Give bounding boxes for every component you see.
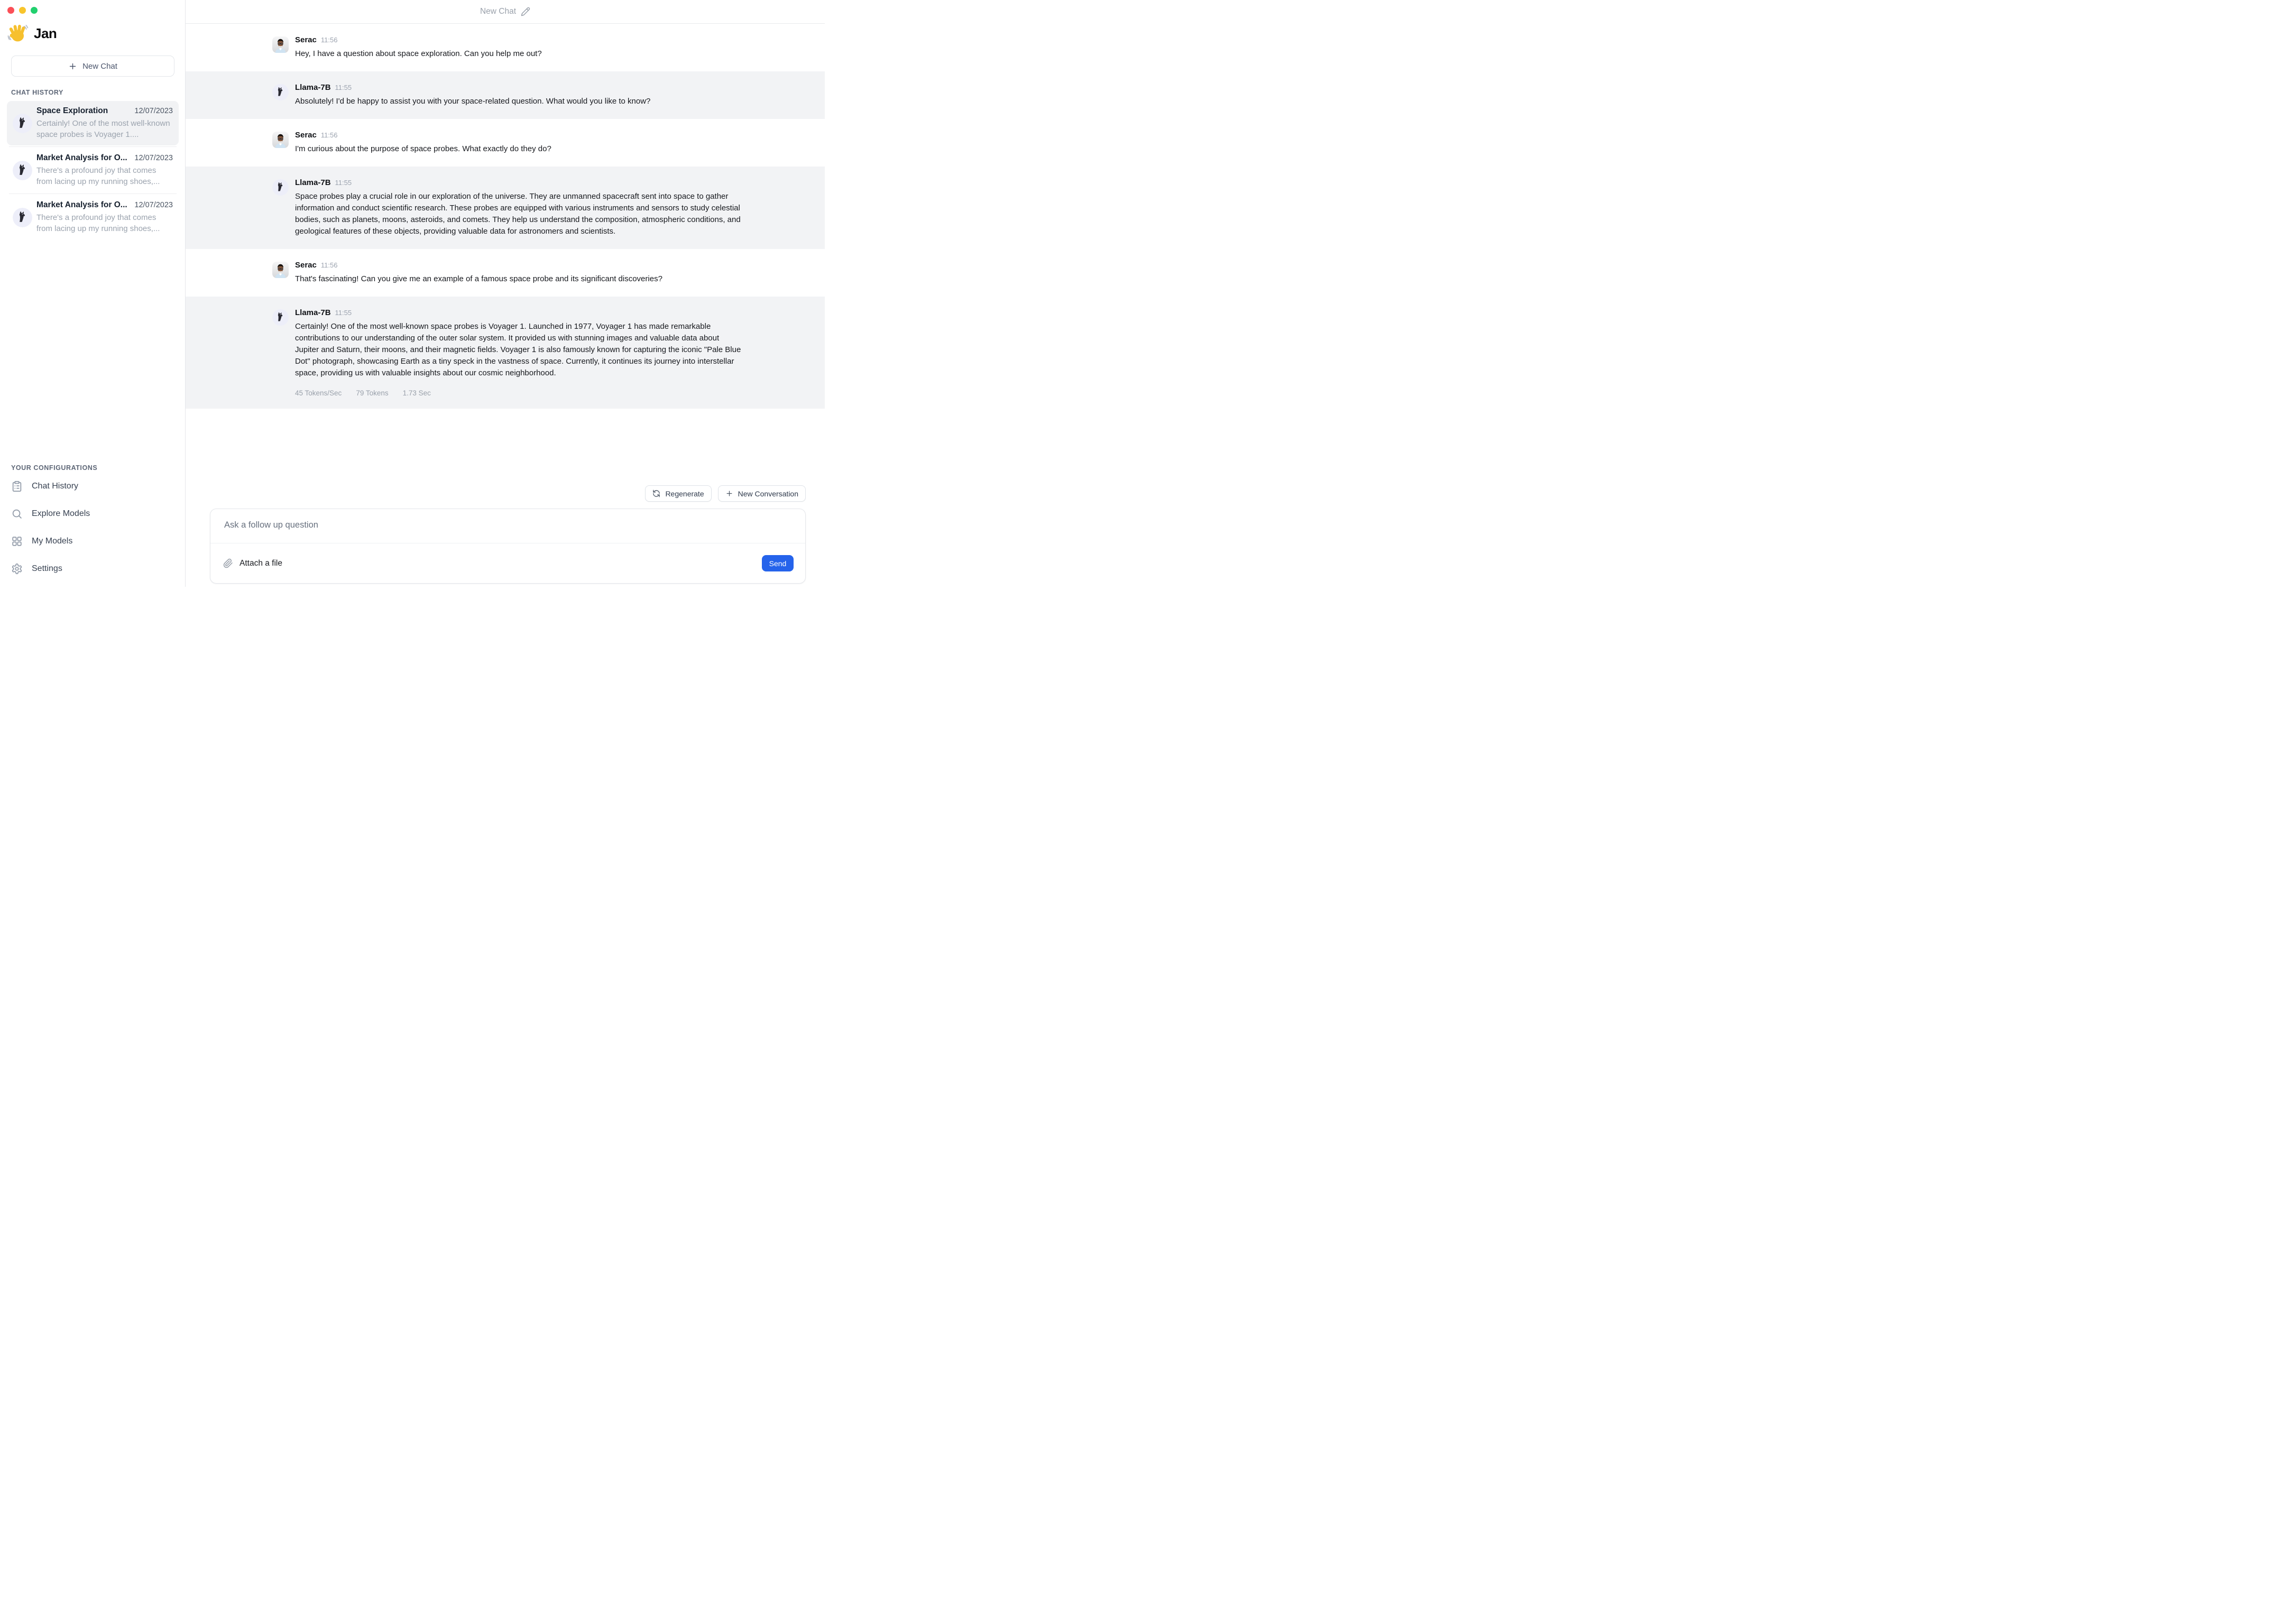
- list-divider: [9, 146, 177, 147]
- message-row-user: [186, 24, 825, 71]
- chat-history-item-body: [36, 153, 173, 187]
- llama-avatar-icon: [272, 84, 289, 100]
- generation-stats: [295, 389, 742, 397]
- gear-icon: [11, 563, 23, 575]
- zoom-window-button[interactable]: [31, 7, 38, 14]
- minimize-window-button[interactable]: [19, 7, 26, 14]
- chat-history-heading: CHAT HISTORY: [11, 89, 63, 96]
- search-icon: [11, 508, 23, 520]
- message-row-assistant: [186, 167, 825, 249]
- attach-file-label: Attach a file: [240, 558, 282, 568]
- message-text: Hey, I have a question about space exploration. Can you help me out?: [295, 49, 542, 58]
- thread-title: New Chat: [480, 7, 517, 16]
- message-thread: [186, 24, 825, 409]
- sidebar-item-chat-history[interactable]: [0, 473, 185, 500]
- chat-history-item-body: [36, 106, 173, 140]
- chat-date: 12/07/2023: [134, 107, 173, 115]
- user-avatar: [272, 262, 289, 278]
- user-avatar: [272, 36, 289, 53]
- chat-preview: There's a profound joy that comes from lacing up my running shoes,...: [36, 213, 160, 233]
- thread-header: [186, 0, 825, 24]
- app-brand: [0, 14, 185, 44]
- clipboard-icon: [11, 481, 23, 492]
- pencil-icon[interactable]: [521, 7, 530, 16]
- new-conversation-button[interactable]: [718, 485, 806, 502]
- paperclip-icon: [223, 558, 233, 568]
- message-time: 11:56: [320, 261, 338, 269]
- list-divider: [9, 193, 177, 194]
- window-controls: [0, 7, 185, 14]
- message-input[interactable]: [224, 520, 791, 533]
- new-chat-button-label: New Chat: [82, 61, 117, 71]
- chat-history-item-space-exploration[interactable]: [7, 101, 179, 145]
- configurations-section: [0, 452, 185, 583]
- message-row-user: [186, 119, 825, 167]
- chat-title: Space Exploration: [36, 106, 108, 115]
- llama-avatar-icon: [272, 309, 289, 326]
- sidebar-item-label: My Models: [32, 537, 73, 546]
- plus-icon: [68, 62, 77, 71]
- user-avatar: [272, 132, 289, 148]
- jan-app-window: [0, 0, 825, 587]
- message-row-assistant: [186, 297, 825, 409]
- message-author: Llama-7B: [295, 308, 331, 317]
- sidebar-item-label: Chat History: [32, 482, 79, 491]
- chat-date: 12/07/2023: [134, 154, 173, 162]
- attach-file-button[interactable]: [223, 558, 282, 568]
- message-text: Certainly! One of the most well-known space probes is Voyager 1. Launched in 1977, Voyager 1 has made remarkable contributions to our understanding of the outer solar system. It provided us with stunning images and valuable data about Jupiter and Saturn, their moons, and their magnetic fields. Voyager 1 is also famously known for capturing the iconic "Pale Blue Dot" photograph, showcasing Earth as a tiny speck in the vastness of space. Currently, it continues its journey into interstellar space, providing us with valuable insights about our cosmic neighborhood.: [295, 322, 741, 377]
- message-text: Absolutely! I'd be happy to assist you with your space-related question. What would you like to know?: [295, 97, 651, 106]
- message-text: Space probes play a crucial role in our exploration of the universe. They are unmanned spacecraft sent into space to gather information and conduct scientific research. These probes are equipped with various instruments and sensors to study celestial bodies, such as planets, moons, asteroids, and comets. They help us understand the composition, atmospheric conditions, and geological features of these objects, providing valuable data for astronomers and scientists.: [295, 192, 741, 236]
- waving-hand-icon: [7, 22, 29, 44]
- sidebar: [0, 0, 186, 587]
- close-window-button[interactable]: [7, 7, 14, 14]
- chat-title: Market Analysis for O...: [36, 153, 127, 162]
- new-conversation-button-label: New Conversation: [738, 489, 798, 498]
- plus-icon: [725, 490, 733, 497]
- message-author: Serac: [295, 131, 317, 140]
- send-button[interactable]: Send: [762, 555, 794, 571]
- elapsed-time-stat: 1.73 Sec: [402, 389, 431, 397]
- message-text: I'm curious about the purpose of space probes. What exactly do they do?: [295, 144, 551, 153]
- sidebar-item-explore-models[interactable]: [0, 500, 185, 528]
- chat-main-area: [186, 0, 825, 587]
- chat-preview: There's a profound joy that comes from lacing up my running shoes,...: [36, 166, 160, 186]
- sidebar-item-label: Explore Models: [32, 509, 90, 518]
- new-chat-button[interactable]: [11, 56, 174, 77]
- chat-preview: Certainly! One of the most well-known space probes is Voyager 1....: [36, 119, 170, 139]
- message-row-assistant: [186, 71, 825, 119]
- configurations-heading: YOUR CONFIGURATIONS: [11, 464, 98, 472]
- chat-title: Market Analysis for O...: [36, 200, 127, 209]
- tokens-per-sec-stat: 45 Tokens/Sec: [295, 389, 342, 397]
- message-row-user: [186, 249, 825, 297]
- chat-history-item-market-analysis-1[interactable]: [7, 148, 179, 192]
- chat-date: 12/07/2023: [134, 201, 173, 209]
- composer-area: [186, 485, 825, 587]
- chat-history-list: [0, 101, 185, 239]
- tokens-stat: 79 Tokens: [356, 389, 389, 397]
- chat-history-item-body: [36, 200, 173, 234]
- sidebar-item-label: Settings: [32, 564, 62, 573]
- message-time: 11:55: [335, 84, 352, 91]
- sidebar-item-settings[interactable]: [0, 555, 185, 583]
- message-author: Serac: [295, 261, 317, 270]
- llama-avatar-icon: [13, 114, 32, 133]
- message-text: That's fascinating! Can you give me an example of a famous space probe and its significant discoveries?: [295, 274, 662, 283]
- regenerate-button[interactable]: [645, 485, 711, 502]
- message-time: 11:56: [320, 131, 338, 139]
- regenerate-button-label: Regenerate: [665, 489, 704, 498]
- message-author: Serac: [295, 35, 317, 44]
- message-time: 11:55: [335, 309, 352, 317]
- chat-history-item-market-analysis-2[interactable]: [7, 195, 179, 239]
- llama-avatar-icon: [13, 161, 32, 180]
- grid-icon: [11, 536, 23, 547]
- app-title: Jan: [34, 25, 57, 41]
- message-input-container: [210, 509, 806, 584]
- message-author: Llama-7B: [295, 178, 331, 187]
- llama-avatar-icon: [272, 179, 289, 196]
- sidebar-item-my-models[interactable]: [0, 528, 185, 555]
- message-time: 11:56: [320, 36, 338, 44]
- message-author: Llama-7B: [295, 83, 331, 92]
- refresh-icon: [652, 490, 660, 497]
- message-time: 11:55: [335, 179, 352, 187]
- llama-avatar-icon: [13, 208, 32, 227]
- thread-actions: [210, 485, 806, 502]
